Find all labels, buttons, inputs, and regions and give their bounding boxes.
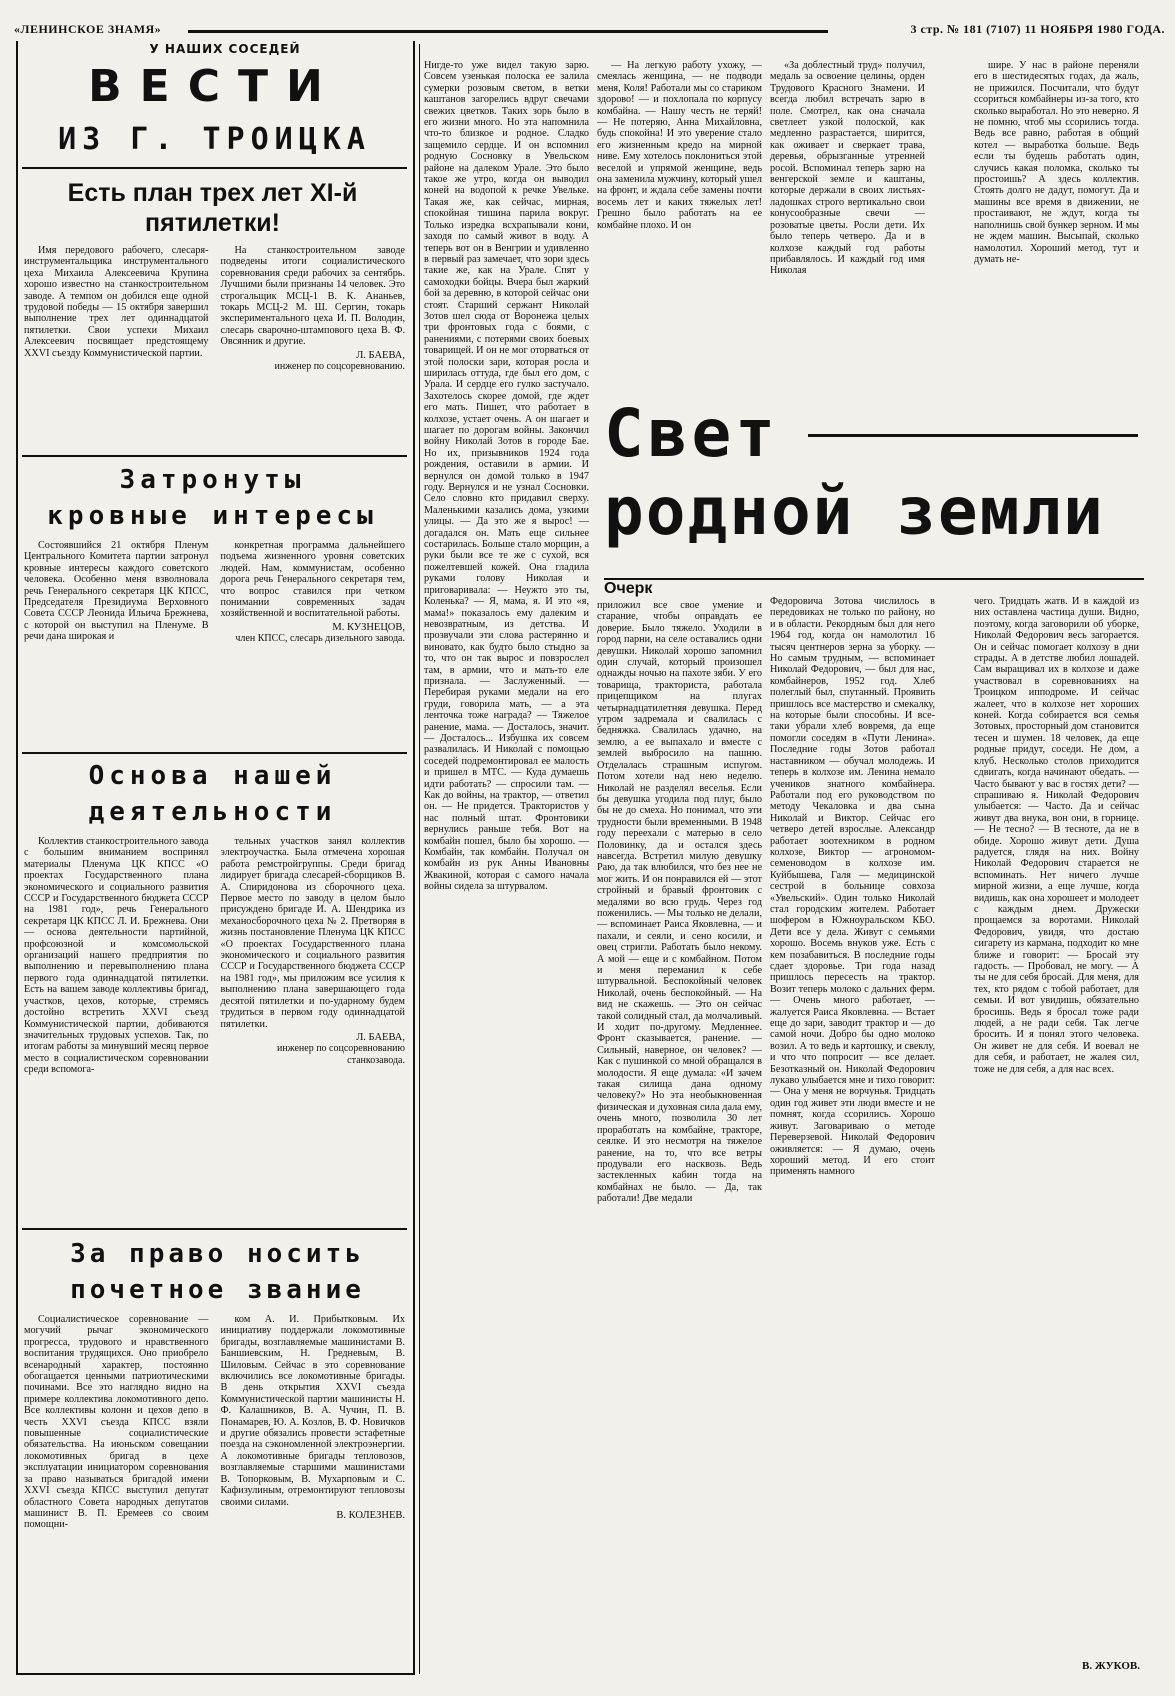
essay-column-2b	[597, 600, 762, 1672]
essay-column-4b	[974, 596, 1139, 1656]
headline-line-1: Свет	[604, 395, 779, 472]
essay-text: чего. Тридцать жатв. И в каждой из них оставлена частица души. Видно, поэтому, когда заговорили об уборке, Николай Федорович весь загорается. Он и сейчас помогает колхозу в дни страды. А в детстве любил лошадей. Сам выращивал их в колхозе и даже участвовал в соревнованиях на Троицком ипподроме. И сейчас жалеет, что в колхозе нет хороших коней. Когда собирается вся семья Зотовых, просторный дом становится тесен и шумен. 18 человек, да еще родные придут, соседи. Не дом, а клуб. Несколько столов приходится сдвигать, когда начинают обедать. — Часто бывают у вас в гостях дети? — спрашиваю я. Николай Федорович улыбается: — Часто. Да и сейчас живут два внука, вон они, в горнице. — Не тесно? — В тесноте, да не в обиде. Хорошо живут дети. Душа радуется, глядя на них. Войну Николай Федорович старается не вспоминать. Нет ничего лучше мирной жизни, а еще лучше, когда видишь, как она хорошеет и молодеет с каждым днем. Дружески прощаемся за воротами. Николай Федорович, увидя, что достаю сигарету из кармана, подходит ко мне ближе и говорит: — Бросай эту гадость. — Пробовал, не могу. — А ты не для себя бросай. Для меня, для тех, кто рядом с тобой работает, для семьи. И вот увидишь, обязательно бросишь. Ведь я бросал тоже ради людей, а не ради себя. Так легче бросить. И я понял этого человека. Он живет не для себя. И воевал не для себя, и работает, не жалея сил, тоже не для себя, а для нас всех.	[974, 596, 1139, 1075]
author-signature: М. КУЗНЕЦОВ,	[332, 621, 405, 633]
essay-text: — На легкую работу ухожу, — смеялась женщина, — не подводи меня, Коля! Работали мы со стариком здорово! — и похлопала по корпусу комбайна. — Нашу честь не теряй! — Не потеряю, Анна Михайловна, будь спокойна! И это уверение стало его жизненным кредо на мирной ниве. Ему хотелось поклониться этой веселой и упрямой женщине, ведь она заменила мужчину, который ушел на фронт, и ждала себе замены почти восемь лет и каких тяжелых лет! Грешно было работать на ее комбайне плохо. И он	[597, 60, 762, 231]
article-text: На станкостроительном заводе подведены итоги социалистического соревнования среди рабочих за сентябрь. Лучшими были признаны 14 человек. Это строгальщик МСЦ-1 В. К. Ананьев, токарь МСЦ-2 М. Ш. Сергин, токарь экспериментального цеха И. П. Володин, слесарь сварочно-штампового цеха В. Ф. Овсянник и другие.	[220, 245, 405, 348]
column-divider	[419, 44, 420, 1674]
rule	[22, 167, 407, 169]
section-subtitle: ИЗ Г. ТРОИЦКА	[58, 122, 371, 157]
essay-author: В. ЖУКОВ.	[1082, 1660, 1140, 1672]
article-text: Социалистическое соревнование — могучий рычаг экономического прогресса, трудового и нравственного воспитания трудящихся. Оно приобрело всенародный характер, постоянно обогащается ценными патриотическими почина́ми. Все это наглядно видно на примере коллектива локомотивного депо. Все коллективы колонн и цехов депо в честь XXVI съезда КПСС взяли повышенные социалистические обязательства. На июньском совещании локомотивных бригад в цехе эксплуатации инициатором соревнования за право называться бригадой имени XXVI съезда КПСС выступил депутат областного Совета народных депутатов машинист В. П. Еремеев со своим помощни-	[24, 1314, 209, 1531]
author-signature: В. КОЛЕЗНЕВ.	[336, 1509, 405, 1521]
headline-line-2: родной земли	[604, 473, 1105, 550]
essay-rubric: Очерк	[604, 580, 653, 597]
section-title: ВЕСТИ	[88, 61, 341, 112]
article-text: ком А. И. Прибытковым. Их инициативу поддержали локомотивные бригады, возглавляемые машинистами В. Баншиевским, Н. Гредневым, В. Шиловым. Сейчас в это соревнование включились все локомотивные бригады. В день открытия XXVI съезда Коммунистической партии машинисты Н. Ф. Калашников, В. А. Чучин, П. В. Понамарев, Ю. А. Козлов, В. Ф. Новичков и другие обязались провести эстафетные поезда на сэкономленной электроэнергии. А локомотивные бригады тепловозов, возглавляемые старшими машинистами В. Топорковым, В. Мухарповым и С. Кафизулиным, отремонтируют тепловозы своими силами.	[220, 1314, 405, 1508]
article-title: За право носить почетное звание	[70, 1239, 365, 1305]
author-signature: Л. БАЕВА,	[356, 1031, 405, 1043]
article-title: Есть план трех лет XI-й пятилетки!	[67, 179, 358, 237]
essay-text: «За доблестный труд» получил, медаль за освоение целины, орден Трудового Красного Знамени. И всегда любил встречать зарю в поле. Смотрел, как она сначала светлеет узкой полоской, как медленно разрастается, ширится, как оживает и сверкает трава, деревья, обрызганные утренней росой. Вспоминал теперь зарю на венгерской земле и каштаны, которые держали в своих листьях-ладошках строго вертикально свои конусообразные свечи — розоватые цветы. Росли дети. Их было теперь четверо. Да и в колхозе каждый год работы прибавлялось. И каждый год имя Николая	[770, 60, 925, 277]
article-title: Затронуты кровные интересы	[47, 465, 378, 531]
essay-headline	[604, 395, 1164, 575]
rule	[22, 752, 407, 754]
headline-rule	[604, 578, 1144, 580]
article-title: Основа нашей деятельности	[88, 761, 337, 827]
article-body	[24, 245, 405, 453]
essay-text: приложил все свое умение и старание, чтобы оправдать ее доверие. Было тяжело. Уходили в город парни, на селе оставались одни девушки. Николай хорошо запомнил один случай, который произошел однажды ночью на пахоте зяби. У его товарища, тракториста, работала прицепщиком на плугах четырнадцатилетняя девушка. Перед утром задремала и свалилась с бедняжка. Свалилась удачно, на землю, а ее выпахало и вместе с землей выбросило на пашню. Отделалась страшным испугом. Потом хотели над нею неделю. Николай не разделял веселья. Если бы девушка угодила под плуг, было бы не до смеха. Но понимал, что эти трудности были временными. В 1948 году переехали с матерью в село Половинку, да и остался здесь навсегда. Встретил милую девушку Раю, да так влюбился, что без нее не мог жить. И он понравился ей — этот стройный и бравый фронтовик с медалями во всю грудь. Через год поженились. — Мы только не делали, — вспоминает Раиса Яковлевна, — и пахали, и сеяли, и сено косили, и овец стригли. Работать было некому. А мой — еще и с комбайном. Потом и меня переманил к себе штурвальной. Беспокойный человек Николай, очень беспокойный. — На вид не скажешь. — Это он сейчас такой солидный стал, да молчаливый. И ходит по-другому. Медленнее. Фронт сказывается, ранение. — Сильный, наверное, он человек? — Как с пушинкой со мной обращался в молодости. Я еще думала: «И зачем такая силища дана одному человеку?» Но эта необыкновенная физическая и духовная сила дала ему, очень много, позволила 30 лет проработать на комбайне, тракторе, сеялке. И это несмотря на тяжелое ранение, на то, что все ветры продували его насквозь. Ведь застекленных кабин тогда на комбайнах не было. — Да, так работали! Две медали	[597, 600, 762, 1205]
author-signature: Л. БАЕВА,	[356, 349, 405, 361]
rubric: У НАШИХ СОСЕДЕЙ	[149, 42, 301, 56]
essay-column-3	[770, 60, 925, 412]
author-title: инженер по соцсоревнованию.	[274, 361, 405, 373]
rule	[22, 455, 407, 457]
essay-text: шире. У нас в районе переняли его в шестидесятых годах, да жаль, не прижился. Посчитали, что будут ссориться комбайнеры из-за того, кто сколько выработал. Но это неверно. Я не помню, чтоб мы ссорились тогда. Ведь все равно, работая в общий котел — выработка больше. Ведь если ты будешь работать один, случись какая поломка, сколько ты простоишь? А здесь коллектив. Стоять долго не дадут, помогут. Да и машины все время в движении, не простаивают, не ждут, когда ты наполнишь свой бункер зерном. И мы не ждем машин. Высыпай, сколько намолотил. Хороший метод, тут и думать не-	[974, 60, 1139, 265]
rule	[22, 1228, 407, 1230]
essay-column-4	[974, 60, 1139, 412]
header-rule	[188, 30, 828, 33]
article-text: Коллектив станкостроительного завода с большим вниманием воспринял материалы Пленума ЦК КПСС «О проектах Государственного плана экономического и социального развития СССР и Государственного бюджета СССР на 1981 год», речь Генерального секретаря ЦК КПСС Л. И. Брежнева. Они — основа деятельности партийной, профсоюзной и комсомольской организаций нашего предприятия по выполнению и перевыполнению плана первого года одиннадцатой пятилетки. Есть на вашем заводе коллективы бригад, участков, цехов, которые, стремясь достойно встретить XXVI съезд Коммунистической партии, добиваются значительных трудовых успехов. Так, по итогам работы за минувший месяц первое место в социалистическом соревновании среди вспомога-	[24, 836, 209, 1076]
article-body	[24, 1314, 405, 1670]
headline-rule	[808, 434, 1138, 437]
essay-column-3b	[770, 596, 935, 1672]
article-text: Состоявшийся 21 октября Пленум Центрального Комитета партии затронул кровные интересы каждого советского человека. Особенно меня взволновала речь Генерального секретаря ЦК КПСС, Председателя Президиума Верховного Совета СССР Леонида Ильича Брежнева, с которой он выступил на Пленуме. В речи дана широкая и	[24, 540, 209, 643]
essay-column-2	[597, 60, 762, 412]
article-body	[24, 540, 405, 700]
essay-text: Федоровича Зотова числилось в передовиках не только по району, но и в области. Рекордным был для него 1964 год, когда он намолотил 16 тысяч центнеров зерна за уборку. — Но самым трудным, — вспоминает Николай Федорович, — был для нас, комбайнеров, 1952 год. Хлеб полеглый был, спутанный. Проявить пришлось все мастерство и смекалку, на которые были способны. И все-таки убрали хлеб вовремя, да еще помогли соседям в «Пути Ленина». Последние годы Зотов работал наставником — обучал молодежь. И теперь в колхозе им. Ленина немало учеников знатного комбайнера. Работали под его руководством по методу Чекаловка и два сына Николай и Виктор. Сейчас его четверо детей взрослые. Александр работает зоотехником в родном колхозе, Виктор — агрономом-семеноводом в колхозе им. Куйбышева, Галя — медицинской сестрой в больнице совхоза «Увельский». Один только Николай стал городским жителем. Работает шофером в Южноуральском КБО. Дети все у дела. Живут с семьями хорошо. Восемь внуков уже. Есть с кем позабавиться. В последние годы сдает здоровье. Три года назад пришлось пересесть на трактор. Возит теперь молоко с дальних ферм. — Очень много работает, — жалуется Раиса Яковлевна. — Встает еще до зари, заводит трактор и — до самой ночи. Добро бы одно молоко возил. А то ведь и картошку, и свеклу, и что что попросит — все делает. Безотказный он. Николай Федорович лукаво улыбается мне и тихо говорит: — Она у меня не ворчунья. Тридцать один год живет эти люди вместе и не помнят, когда ссорились. Хорошо живут. Заговариваю о методе Переверзевой. Николай Федорович оживляется: — Я думаю, очень хороший метод. И его сто́ит применять намного	[770, 596, 935, 1178]
author-title: инженер по соцсоревнованию станкозавода.	[276, 1043, 405, 1066]
essay-text: Нигде-то уже видел такую зарю. Совсем узенькая полоска ее залила сумерки розовым светом, в ветки каштанов загорелись вдруг свечами свежих цветков. Таких зорь было в его жизни много. Но эта напомнила что-то близкое и родное. Сладко защемило сердце. И он вспомнил родную Сосновку в Увельском районе на далеком Урале. Это было такое же утро, когда он выводил коней на водопой к речке Увельке. Такая же, как сейчас, мирная, спокойная тишина парила вокруг. Только изредка всхрапывали кони, заходя по самый живот в воду. А теперь вот он в Венгрии и удивленно в первый раз замечает, что зори здесь такие же, как на Урале. Спят у самоходки бойцы. Вчера был жаркий бой за деревню, в которой сейчас они стоят. Старший сержант Николай Зотов шел сюда от Воронежа целых три фронтовых года с боями, с ранениями, с потерями своих боевых товарищей. И он не мог оторваться от этой полоски зари, которая росла и ширилась оттуда, где был его дом, с Урала. И сердце его гулко застучало. Захотелось скорее домой, где ждет его мать. Пишет, что работает в колхозе, устает очень. А он шагает и шагает по дорогам войны. Закончил войну Николай Зотов в городе Бае. Но их, призывников 1924 года рождения, оставили в армии. И вернулся он домой только в 1947 году. Вернулся и не узнал Сосновки. Село словно кто придавил сверху. Маленькими казались дома, узкими улицы. — Да это же я вырос! — догадался он. Мать еще сильнее состарилась. Больше стало морщин, а руки были все те же с сухой, вся пожелтевшей кожей. Она гладила руками голову Николая и приговаривала: — Неужто это ты, Коленька? — Я, мама, я. И это «я, мама!» показалось ему далеким и невозвратным, из детства. И прозвучали эти слова растерянно и виновато, как будто было стыдно за то, что он так вырос и повзрослел там, в армии, что и мать-то еле признала. — Заслуженный. — Перебирая руками медали на его груди, говорила мать, — а эта ленточка тоже награда? — Тяжелое ранение, мама. — Досталось, значит. — Досталось... Избушка их совсем развалилась. И Николай с помощью соседей подремонтировал ее малость и пришел в МТС. — Куда думаешь идти работать? — спросили там. — Как до войны, на трактор, — ответил он. — Не придется. Трактористов у нас полный штат. Фронтовики вернулись раньше тебя. Вот на комбайн пошел, было бы хорошо. — Комбайн, так комбайн. Получал он комбайн из рук Анны Ивановны Жвакиной, которая с самого начала войны сидела за штурвалом.	[424, 60, 589, 893]
essay-column-1	[424, 60, 589, 1672]
issue-info: 3 стр. № 181 (7107) 11 НОЯБРЯ 1980 ГОДА.	[910, 22, 1165, 36]
article-text: конкретная программа дальнейшего подъема жизненного уровня советских людей. Нам, коммунистам, особенно дорога речь Генерального секретаря тем, что вопрос ставился при четком понимании современных задач хозяйственной и воспитательной работы.	[220, 540, 405, 620]
article-text: Имя передового рабочего, слесаря-инструментальщика инструментального цеха Михаила Алексеевича Крупина хорошо известно на станкостроительном заводе. А темпом он добился еще одной трудовой победы — 15 октября завершил выполнение трех лет одиннадцатой пятилетки. Свои успехи Михаил Алексеевич посвящает предстоящему XXVI съезду Коммунистической партии.	[24, 245, 209, 359]
author-title: член КПСС, слесарь дизельного завода.	[235, 633, 405, 645]
article-text: тельных участков занял коллектив электроучастка. Была отмечена хорошая работа ремстройгруппы. Среди бригад лидирует бригада слесарей-сборщиков В. А. Спиридонова из сборочного цеха. Первое место по заводу в целом было присуждено бригаде И. А. Шендрика из механосборочного цеха № 2. Претворяя в жизнь постановление Пленума ЦК КПСС «О проектах Государственного плана экономического и социального развития СССР и Государственного бюджета СССР на 1981 год», мы приложим все усилия к выполнению плана завершающего года десятой пятилетки и по-ударному будем трудиться в первом году одиннадцатой пятилетки.	[220, 836, 405, 1030]
article-body	[24, 836, 405, 1246]
paper-name: «ЛЕНИНСКОЕ ЗНАМЯ»	[14, 22, 162, 36]
